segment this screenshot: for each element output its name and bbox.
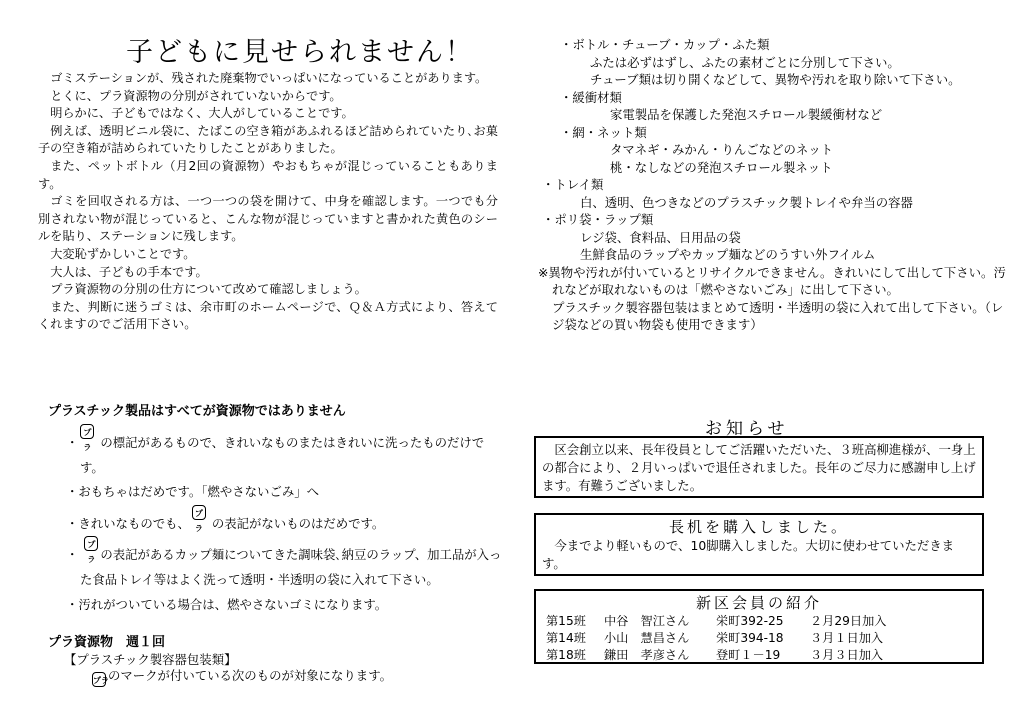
intro-text xyxy=(38,70,498,334)
intro-paragraph: 大人は、子どもの手本です。 xyxy=(50,264,208,279)
category-note: ※異物や汚れが付いているとリサイクルできません。きれいにして出して下さい。汚れなどが取れないものは「燃やさないごみ」に出して下さい。 xyxy=(538,264,1006,297)
category-bag xyxy=(542,211,1010,264)
category-line: ふたは必ずはずし、ふたの素材ごとに分別して下さい。 xyxy=(590,54,900,70)
list-item: ・汚れがついている場合は、燃やさないゴミになります。 xyxy=(66,596,388,612)
category-bottle xyxy=(550,36,1010,89)
members-title: 新区会員の紹介 xyxy=(695,594,822,612)
desk-box xyxy=(534,513,984,576)
pla-mark-icon: プラ xyxy=(92,672,106,687)
members-box xyxy=(534,589,984,664)
pla-mark-icon: プラ xyxy=(192,505,206,520)
target-categories xyxy=(538,36,1010,334)
page-title: 子どもに見せられません！ xyxy=(126,37,474,68)
list-item: ・プラ の標記があるもので、きれいなものまたはきれいに洗ったものだけです。 xyxy=(66,424,506,480)
category-cushion xyxy=(550,89,1010,124)
pla-mark-icon: プラ xyxy=(80,424,94,439)
category-tray xyxy=(542,176,1010,211)
notice-box xyxy=(534,436,984,498)
category-heading: ・緩衝材類 xyxy=(560,89,622,105)
intro-paragraph: 大変恥ずかしいことです。 xyxy=(50,246,196,261)
intro-paragraph: 明らかに、子どもではなく、大人がしていることです。 xyxy=(50,106,354,121)
notice-body: 区会創立以来、長年役員としてご活躍いただいた、３班高柳進様が、一身上の都合により、２月いっぱいで退任されました。長年のご尽力に感謝申し上げます。有難うございました。 xyxy=(542,442,976,493)
desk-title: 長机を購入しました。 xyxy=(668,518,849,536)
category-heading: ・トレイ類 xyxy=(542,177,604,192)
category-line: 桃・なしなどの発泡スチロール製ネット xyxy=(610,159,833,175)
category-line: タマネギ・みかん・りんごなどのネット xyxy=(610,142,834,157)
category-line: 白、透明、色つきなどのプラスチック製トレイや弁当の容器 xyxy=(580,194,913,210)
list-item: ・おもちゃはだめです。「燃やさないごみ」へ xyxy=(66,484,320,500)
pla-mark-icon: プラ xyxy=(84,536,98,551)
intro-paragraph: また、判断に迷うゴミは、余市町のホームページで、Ｑ＆Ａ方式により、答えてくれますのでご活用下さい。 xyxy=(38,299,498,332)
intro-paragraph: ゴミステーションが、残された廃棄物でいっぱいになっていることがあります。 xyxy=(50,71,488,85)
member-row: 第15班 中谷 智江さん 栄町392-25 ２月29日加入 xyxy=(546,614,887,628)
intro-paragraph: 例えば、透明ビニル袋に、たばこの空き箱があふれるほど詰められていたり､お菓子の空き箱が詰められていたりしたことがありました。 xyxy=(38,123,498,156)
weekly-note: プラのマークが付いている次のものが対象になります。 xyxy=(93,668,392,685)
desk-body: 今までより軽いもので、10脚購入しました。大切に使わせていただきます。 xyxy=(542,538,955,571)
list-item: ・きれいなものでも、プラ の表記がないものはだめです。 xyxy=(66,505,506,537)
weekly-title: プラ資源物 週１回 xyxy=(48,635,166,650)
member-row: 第14班 小山 慧昌さん 栄町394-18 ３月１日加入 xyxy=(546,631,884,645)
category-line: レジ袋、食料品、日用品の袋 xyxy=(580,229,741,245)
weekly-subtitle: 【プラスチック製容器包装類】 xyxy=(64,652,237,667)
category-heading: ・ボトル・チューブ・カップ・ふた類 xyxy=(560,37,770,52)
intro-paragraph: プラ資源物の分別の仕方について改めて確認しましょう。 xyxy=(50,282,367,297)
category-heading: ・ポリ袋・ラップ類 xyxy=(542,212,654,227)
plastic-rules-list xyxy=(66,424,506,617)
category-line: 家電製品を保護した発泡スチロール製緩衝材など xyxy=(610,107,883,122)
intro-paragraph: とくに、プラ資源物の分別がされていないからです。 xyxy=(50,88,342,103)
list-item: ・ プラ の表記があるカップ麺についてきた調味袋､納豆のラップ、加工品が入った食品トレイ等はよく洗って透明・半透明の袋に入れて下さい。 xyxy=(66,536,506,592)
category-line: 生鮮食品のラップやカップ麺などのうすい外フイルム xyxy=(580,247,876,262)
member-row: 第18班 鎌田 孝彦さん 登町１－19 ３月３日加入 xyxy=(546,648,884,662)
intro-paragraph: また、ペットボトル（月2回の資源物）やおもちゃが混じっていることもあります。 xyxy=(38,158,498,191)
category-heading: ・網・ネット類 xyxy=(560,124,647,140)
intro-paragraph: ゴミを回収される方は、一つ一つの袋を開けて、中身を確認します。一つでも分別されない物が混じっていると、こんな物が混じっていますと書かれた黄色のシールを貼り、ステーションに残します。 xyxy=(38,194,498,244)
category-note: プラスチック製容器包装はまとめて透明・半透明の袋に入れて出して下さい。（レジ袋などの買い物袋も使用できます） xyxy=(552,299,1004,332)
notice-title: お知らせ xyxy=(705,419,789,439)
category-net xyxy=(550,124,1010,177)
plastic-section-title: プラスチック製品はすべてが資源物ではありません xyxy=(48,404,346,419)
category-line: チューブ類は切り開くなどして、異物や汚れを取り除いて下さい。 xyxy=(590,72,961,87)
